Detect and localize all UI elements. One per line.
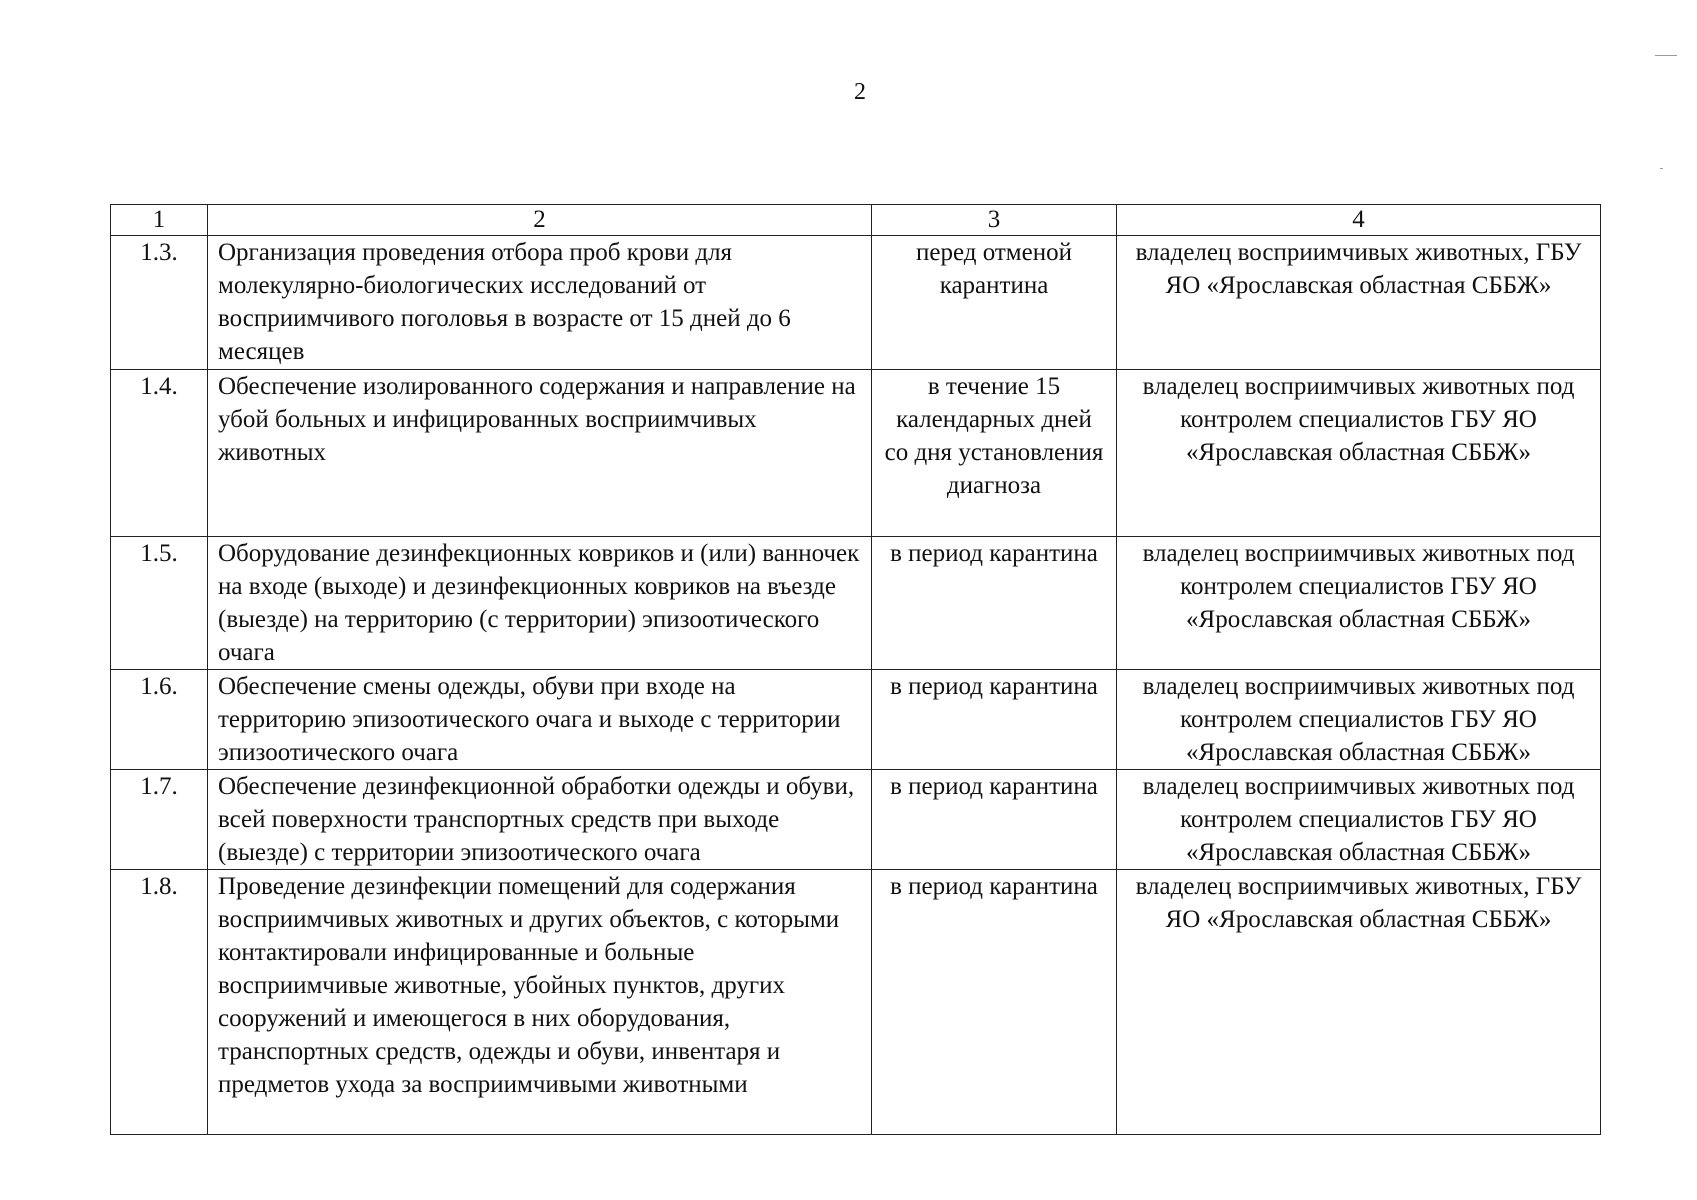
row-action: Обеспечение дезинфекционной обработки одежды и обуви, всей поверхности транспортных средств при выходе (выезде) с территории эпизоотического очага	[208, 770, 872, 870]
row-term: в период карантина	[872, 670, 1117, 770]
row-term: перед отменой карантина	[872, 236, 1117, 370]
row-number: 1.8.	[111, 870, 208, 1135]
row-term: в течение 15 календарных дней со дня установления диагноза	[872, 370, 1117, 537]
table-header-row	[111, 205, 1601, 236]
row-action: Оборудование дезинфекционных ковриков и (или) ванночек на входе (выходе) и дезинфекционных ковриков на въезде (выезде) на территорию (с территории) эпизоотического очага	[208, 537, 872, 670]
row-responsible: владелец восприимчивых животных под контролем специалистов ГБУ ЯО «Ярославская областная СББЖ»	[1117, 670, 1601, 770]
row-action: Обеспечение изолированного содержания и направление на убой больных и инфицированных восприимчивых животных	[208, 370, 872, 537]
page-number: 2	[854, 79, 866, 105]
scan-artifact-mark	[1655, 55, 1677, 56]
row-number: 1.3.	[111, 236, 208, 370]
column-number-4: 4	[1117, 205, 1601, 236]
row-action: Организация проведения отбора проб крови для молекулярно-биологических исследований от восприимчивого поголовья в возрасте от 15 дней до 6 месяцев	[208, 236, 872, 370]
row-number: 1.4.	[111, 370, 208, 537]
row-responsible: владелец восприимчивых животных под контролем специалистов ГБУ ЯО «Ярославская областная СББЖ»	[1117, 770, 1601, 870]
table-row	[111, 770, 1601, 870]
scan-artifact-mark	[1660, 168, 1663, 169]
row-responsible: владелец восприимчивых животных, ГБУ ЯО «Ярославская областная СББЖ»	[1117, 870, 1601, 1135]
row-number: 1.6.	[111, 670, 208, 770]
measures-table	[110, 204, 1601, 1135]
row-action: Обеспечение смены одежды, обуви при входе на территорию эпизоотического очага и выходе с территории эпизоотического очага	[208, 670, 872, 770]
row-term: в период карантина	[872, 870, 1117, 1135]
row-responsible: владелец восприимчивых животных под контролем специалистов ГБУ ЯО «Ярославская областная СББЖ»	[1117, 537, 1601, 670]
column-number-2: 2	[208, 205, 872, 236]
table-row	[111, 870, 1601, 1135]
table-row	[111, 370, 1601, 537]
row-term: в период карантина	[872, 770, 1117, 870]
row-number: 1.5.	[111, 537, 208, 670]
table-row	[111, 236, 1601, 370]
column-number-3: 3	[872, 205, 1117, 236]
table-row	[111, 537, 1601, 670]
row-action: Проведение дезинфекции помещений для содержания восприимчивых животных и других объектов, с которыми контактировали инфицированные и больные восприимчивые животные, убойных пунктов, других сооружений и имеющегося в них оборудования, транспортных средств, одежды и обуви, инвентаря и предметов ухода за восприимчивыми животными	[208, 870, 872, 1135]
row-term: в период карантина	[872, 537, 1117, 670]
row-responsible: владелец восприимчивых животных, ГБУ ЯО «Ярославская областная СББЖ»	[1117, 236, 1601, 370]
column-number-1: 1	[111, 205, 208, 236]
table-row	[111, 670, 1601, 770]
row-number: 1.7.	[111, 770, 208, 870]
row-responsible: владелец восприимчивых животных под контролем специалистов ГБУ ЯО «Ярославская областная СББЖ»	[1117, 370, 1601, 537]
